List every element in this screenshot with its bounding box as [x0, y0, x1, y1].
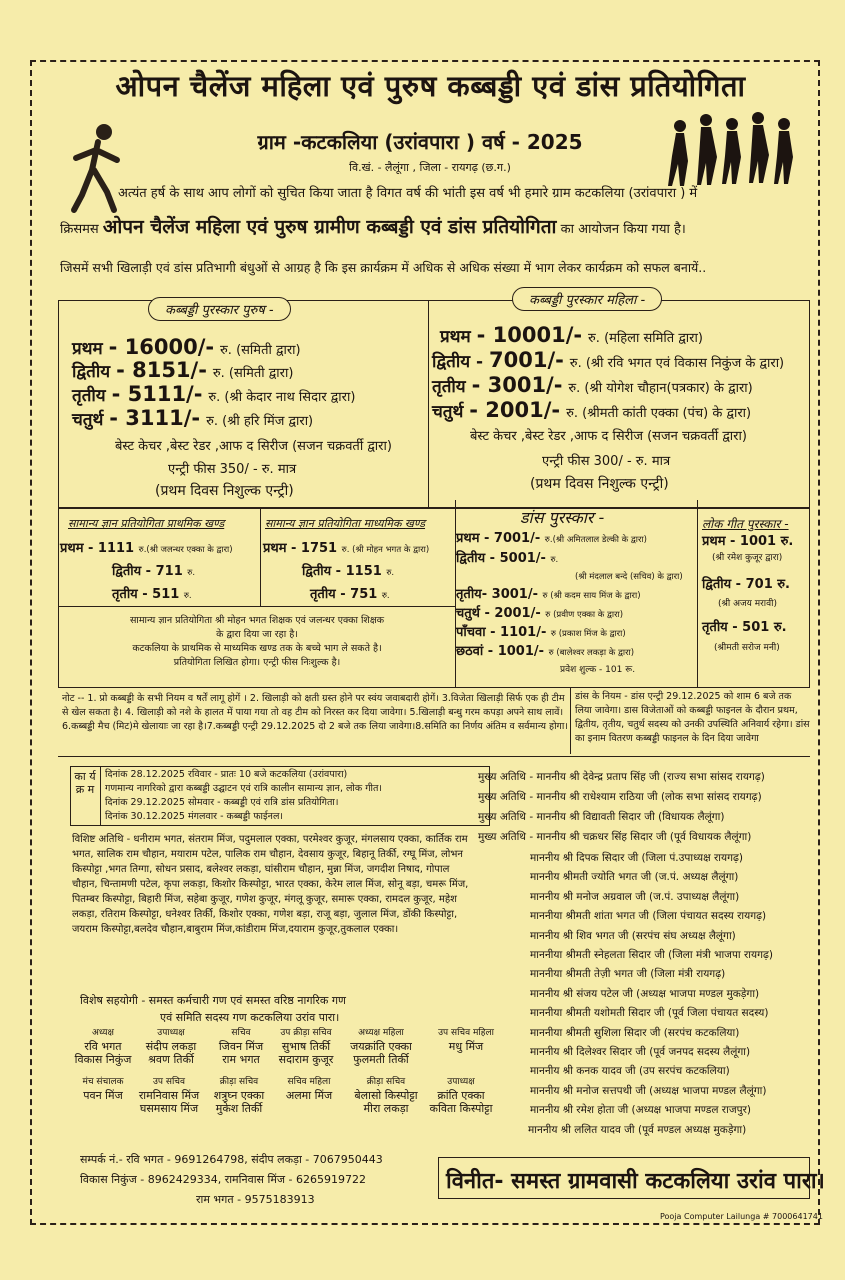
women-extra: बेस्ट केचर ,बेस्ट रेडर ,आफ द सिरीज (सजन चक्रवर्ती द्वारा) — [470, 429, 747, 444]
amount: - 16000/- — [108, 335, 215, 359]
divider — [100, 766, 101, 826]
note: रु. (श्री मोहन भगत के द्वारा) — [341, 545, 430, 555]
rank: प्रथम - 1111 — [60, 541, 135, 556]
chief-guest-1: मुख्य अतिथि - माननीय श्री देवेन्द्र प्रताप सिंह जी (राज्य सभा सांसद रायगढ़) — [478, 771, 765, 783]
schedule-4: दिनांक 30.12.2025 मंगलवार - कब्बड्डी फाईनल। — [105, 811, 283, 822]
folk-row-3: तृतीय - 501 रु. — [702, 620, 787, 635]
dance-row-1 — [456, 528, 647, 546]
rank: तृतीय - 751 — [310, 587, 378, 602]
intro-line-3: जिसमें सभी खिलाड़ी एवं डांस प्रतिभागी बंधुओं से आग्रह है कि इस क्रार्यक्रम में अधिक से अधिक संख्या में भाग लेकर कार्यक्रम को सफल बनायें.. — [60, 260, 707, 275]
gk-middle-row-1 — [263, 538, 429, 556]
supporters-1: विशेष सहयोगी - समस्त कर्मचारी गण एवं समस्त वरिष्ठ नागरिक गण — [80, 994, 346, 1007]
rank: तृतीय — [72, 386, 106, 406]
guest-2: माननीय श्रीमती ज्योति भगत जी (ज.पं. अध्यक्ष लैलूंगा) — [530, 871, 739, 884]
intro-pre: क्रिसमस — [60, 222, 99, 237]
committee-role: सचिव — [231, 1028, 251, 1038]
men-free-entry: (प्रथम दिवस निशुल्क एन्ट्री) — [155, 483, 294, 499]
committee-names: जिवन मिंज राम भगत — [218, 1040, 264, 1066]
folk-head: लोक गीत पुरस्कार - — [702, 517, 789, 531]
committee-role: अध्यक्ष महिला — [358, 1028, 404, 1038]
committee-role: क्रीड़ा सचिव — [219, 1077, 259, 1087]
gk-note-2: के द्वारा दिया जा रहा है। — [216, 629, 298, 640]
gk-note-1: सामान्य ज्ञान प्रतियोगिता श्री मोहन भगत शिक्षक एवं जलन्धर एक्का शिक्षक — [129, 615, 384, 626]
unit: रु. — [386, 568, 395, 578]
men-prize-row-2 — [72, 358, 293, 382]
note: रु. (श्री हरि मिंज द्वारा) — [206, 414, 314, 429]
rank: छठवां - 1001/- — [456, 644, 545, 659]
women-prize-row-2 — [432, 348, 784, 372]
amount: - 10001/- — [476, 323, 583, 347]
committee-role: मंच संचालक — [82, 1077, 124, 1087]
note: रु (बालेश्वर लकड़ा के द्वारा) — [548, 648, 635, 658]
men-prize-label: कब्बड्डी पुरस्कार पुरुष - — [148, 297, 291, 321]
intro-line-1: अत्यंत हर्ष के साथ आप लोगों को सुचित किया जाता है विगत वर्ष की भांती इस वर्ष भी हमारे ग्राम कटकलिया (उरांवपारा ) में — [118, 186, 698, 201]
guest-15: माननीय श्री ललित यादव जी (पूर्व मण्डल अध्यक्ष मुकड़ेगा) — [528, 1123, 747, 1136]
supporters-2: एवं समिति सदस्य गण कटकलिया उरांव पारा। — [160, 1011, 340, 1024]
committee-member — [268, 1076, 350, 1102]
rank: तृतीय - 511 — [112, 587, 180, 602]
folk-row-1-note: (श्री रमेश कुजूर द्वारा) — [712, 553, 783, 563]
committee-member — [265, 1027, 347, 1066]
rank: द्वितीय - 711 — [112, 564, 183, 579]
rank: तृतीय — [432, 377, 466, 397]
committee-role: सचिव महिला — [287, 1077, 331, 1087]
schedule-1: दिनांक 28.12.2025 रविवार - प्रातः 10 बजे कटकलिया (उरांवपारा) — [105, 769, 348, 780]
committee-names: जयक्रांति एक्का फुलमती तिर्की — [350, 1040, 412, 1066]
contact-line-3: राम भगत - 9575183913 — [196, 1193, 315, 1206]
rules-note: नोट -- 1. प्रो कब्बड्डी के सभी नियम व षर्तें लागू होगें । 2. खिलाड़ी को क्षती ग्रस्त होने पर स्वंय जवाबदारी होगें। 3.विजेता खिलाड़ी सिर्फ एक ही टीम से खेल सकता है। 4. खिलाड़ी को नशे के हालत में पाया गया तो वह टीम को निरस्त कर दिया जावेगा। 5.खिलाड़ी बन्धु गरम कपड़ा अपने साथ लावें। 6.कब्बड्डी मैच (मिट)मे खेलायाः जा रहा है।7.कब्बड्डी एन्ट्री 29.12.2025 दो 2 बजे तक लिया जावेगा।8.समिति का निर्णय अंतिम व सर्वमान्य होगा। — [62, 693, 568, 732]
rank: चतुर्थ — [432, 402, 464, 422]
committee-names: संदीप लकड़ा श्रवण तिर्की — [145, 1040, 197, 1066]
schedule-lines — [105, 768, 487, 824]
gk-note-4: प्रतियोगिता लिखित होगा। एन्ट्री फीस निःशुल्क है। — [173, 657, 341, 668]
note: रु (प्रवीण एक्का के द्वारा) — [545, 610, 624, 620]
men-prize-row-3 — [72, 382, 355, 406]
folk-row-1: प्रथम - 1001 रु. — [702, 534, 794, 549]
divider — [260, 508, 261, 606]
divider — [58, 756, 810, 757]
folk-row-3-note: (श्रीमती सरोज मनी) — [714, 643, 780, 653]
committee-names: अलमा मिंज — [285, 1089, 333, 1102]
unit: रु. — [183, 591, 192, 601]
note: रु.(श्री जलन्धर एक्का के द्वारा) — [138, 545, 233, 555]
women-free-entry: (प्रथम दिवस निशुल्क एन्ट्री) — [530, 476, 669, 492]
dance-row-4 — [456, 603, 623, 621]
guest-14: माननीय श्री रमेश होता जी (अध्यक्ष भाजपा मण्डल राजपुर) — [530, 1104, 751, 1117]
women-prize-row-4 — [432, 398, 751, 422]
gk-primary-row-1 — [60, 538, 233, 556]
dancers-logo-icon — [668, 108, 798, 188]
committee-member — [345, 1076, 427, 1115]
folk-row-2-note: (श्री अजय मरावी) — [718, 599, 777, 609]
rank: द्वितीय - — [432, 352, 484, 372]
dance-row-2-note — [575, 568, 683, 583]
guest-6: माननीया श्रीमती स्नेहलता सिदार जी (जिला मंत्री भाजपा रायगढ़) — [530, 949, 774, 961]
folk-row-2: द्वितीय - 701 रु. — [702, 577, 790, 592]
women-prize-row-1 — [440, 323, 703, 347]
dance-row-2 — [456, 548, 558, 566]
print-credit: Pooja Computer Lailunga # 7000641741 — [660, 1212, 823, 1221]
guest-3: माननीय श्री मनोज अग्रवाल जी (ज.पं. उपाध्यक्ष लैलूंगा) — [530, 890, 740, 903]
note: रु. (महिला समिति द्वारा) — [588, 331, 703, 346]
dance-head: डांस पुरस्कार - — [520, 508, 605, 527]
amount: - 3001/- — [471, 373, 563, 397]
women-prize-label: कब्बड्डी पुरस्कार महिला - — [512, 287, 662, 311]
men-prize-row-1 — [72, 335, 301, 359]
guest-4: माननीया श्रीमती शांता भगत जी (जिला पंचायत सदस्य रायगढ़) — [530, 910, 767, 923]
divider — [570, 688, 571, 754]
intro-post: का आयोजन किया गया है। — [560, 222, 686, 237]
special-guests: विशिष्ट अतिथि - धनीराम भगत, संतराम मिंज, पदुमलाल एक्का, परमेश्वर कुजूर, मंगलसाय एक्का, कार्तिक राम भगत, सालिक राम चौहान, मयाराम पटेल, पालिक राम चौहान, देवसाय कुजूर, बिहानू तिर्की, रग्घू मिंज, लोभन किस्पोट्टा ,भगत तिग्गा, सोधन प्रसाद, बलेश्वर लकड़ा, घांसीराम चौहान, मुन्ना मिंज, जगदीश निषाद, गोपाल चौहान, चिन्तामणी पटेल, कृपा लकड़ा, किशोर किस्पोट्टा, भारत एक्का, केरेम लाल मिंज, सोनू बड़ा, चमरू मिंज, पितम्बर किस्पोट्टा, बिहारी मिंज, सहेबा कुजूर, गणेश कुजूर, मंगलू कुजूर, समारू एक्का, रामदल कुजूर, महेश लकड़ा, रतिराम किस्पोट्टा, धनेश्वर तिर्की, किशोर एक्का, गणेश बड़ा, राजू बड़ा, जुलाल मिंज, डोंकी किस्पोट्टा, जयराम किस्पोट्टा,बलदेव चौहान,बाबुराम मिंज,कांडीराम मिंज,दयाराम कुजूर,तुकलाल एक्का। — [72, 834, 469, 935]
rank: प्रथम — [440, 327, 471, 347]
dance-rules: डांस के नियम - डांस एन्ट्री 29.12.2025 को शाम 6 बजे तक लिया जावेगा। डास विजेताओं को कब्बड्डी फाइनल के दौरान प्रथम, द्वितीय, तृतीय, चतुर्थ सदस्य को उनकी उपस्थिति अनिवार्य रहेगा। डांस का इनाम वितरण कब्बड्डी फाइनल के दिन दिया जावेगा — [575, 691, 810, 744]
amount: - 5111/- — [111, 382, 203, 406]
vinit: विनीत- समस्त ग्रामवासी कटकलिया उरांव पारा। — [446, 1169, 825, 1194]
intro-bold: ओपन चैलेंज महिला एवं पुरुष ग्रामीण कब्बड्डी एवं डांस प्रतियोगिता — [102, 216, 557, 238]
chief-guest-2: मुख्य अतिथि - माननीय श्री राधेश्याम राठिया जी (लोक सभा सांसद रायगढ़) — [478, 791, 762, 803]
dance-row-6 — [456, 641, 634, 659]
committee-role: अध्यक्ष — [92, 1028, 114, 1038]
committee-role: उपाध्यक्ष — [447, 1077, 475, 1087]
men-entry-fee: एन्ट्री फीस 350/ - रु. मात्र — [168, 462, 297, 477]
committee-role: उप क्रीड़ा सचिव — [280, 1028, 332, 1038]
note: रु. — [550, 555, 559, 565]
committee-names: रामनिवास मिंज घसमसाय मिंज — [138, 1089, 200, 1115]
divider — [428, 300, 429, 508]
chief-guest-3: मुख्य अतिथि - माननीय श्री विद्यावती सिदार जी (विधायक लैलूंगा) — [478, 811, 725, 823]
note: रु. (समिती द्वारा) — [220, 343, 301, 358]
note: रु. (समिती द्वारा) — [212, 366, 294, 381]
women-entry-fee: एन्ट्री फीस 300/ - रु. मात्र — [542, 454, 671, 469]
page-title: ओपन चैलेंज महिला एवं पुरुष कब्बड्डी एवं डांस प्रतियोगिता — [115, 69, 746, 103]
divider — [58, 606, 455, 607]
rank: प्रथम - 1751 — [263, 541, 338, 556]
note: रु (प्रकाश मिंज के द्वारा) — [550, 629, 626, 639]
committee-member — [340, 1027, 422, 1066]
rank: तृतीय- 3001/- — [456, 587, 538, 602]
note: (श्री मंदलाल बन्दे (सचिव) के द्वारा) — [575, 572, 683, 582]
note: रु. (श्री योगेश चौहान(पत्रकार) के द्वारा) — [568, 381, 753, 396]
contact-line-1: सम्पर्क नं.- रवि भगत - 9691264798, संदीप लकड़ा - 7067950443 — [80, 1153, 383, 1166]
guest-9: माननीया श्रीमती यशोमती सिदार जी (पूर्व जिला पंचायत सदस्य) — [530, 1007, 769, 1020]
gk-middle-head: सामान्य ज्ञान प्रतियोगिता माध्यमिक खण्ड — [265, 517, 426, 530]
committee-names: सुभाष तिर्की सदाराम कुजूर — [278, 1040, 334, 1066]
schedule-2: गणमान्य नागरिको द्वारा कब्बड्डी उद्घाटन एवं रात्रि कालीन सामान्य ज्ञान, लोक गीत। — [105, 783, 383, 794]
committee-names: मधु मिंज — [448, 1040, 484, 1053]
guest-13: माननीय श्री मनोज सत्तपथी जी (अध्यक्ष भाजपा मण्डल लैलूंगा) — [530, 1084, 767, 1097]
schedule-label: का र्य क्र म — [74, 770, 96, 796]
guest-10: माननीया श्रीमती सुशिला सिदार जी (सरपंच कटकलिया) — [530, 1026, 740, 1039]
schedule-3: दिनांक 29.12.2025 सोमवार - कब्बड्डी एवं रात्रि डांस प्रतियोगिता। — [105, 797, 339, 808]
committee-names: रवि भगत विकास निकुंज — [74, 1040, 132, 1066]
guest-8: माननीय श्री संजय पटेल जी (अध्यक्ष भाजपा मण्डल मुकड़ेगा) — [530, 987, 760, 1000]
gk-middle-row-3 — [310, 584, 390, 602]
gk-primary-row-3 — [112, 584, 192, 602]
men-prize-row-4 — [72, 406, 313, 430]
women-prize-row-3 — [432, 373, 753, 397]
gk-middle-row-2 — [302, 561, 394, 579]
committee-role: क्रीड़ा सचिव — [366, 1077, 406, 1087]
unit: रु. — [187, 568, 196, 578]
rank: द्वितीय - 5001/- — [456, 551, 546, 566]
guest-5: माननीय श्री शिव भगत जी (सरपंच संघ अध्यक्ष लैलूंगा) — [530, 929, 736, 942]
note: रु. (श्रीमती कांती एक्का (पंच) के द्वारा) — [566, 406, 752, 421]
committee-names: बेलासो किस्पोट्टा मीरा लकड़ा — [354, 1089, 418, 1115]
committee-role: उपाध्यक्ष — [157, 1028, 185, 1038]
rank: चतुर्थ - 2001/- — [456, 606, 541, 621]
rank: प्रथम — [72, 339, 103, 359]
amount: 7001/- — [489, 348, 564, 372]
dance-row-3 — [456, 584, 641, 602]
committee-role: उप सचिव महिला — [438, 1028, 494, 1038]
district-line: वि.खं. - लैलूंगा , जिला - रायगढ़ (छ.ग.) — [349, 161, 511, 174]
divider — [697, 500, 698, 688]
guest-7: माननीया श्रीमती तेज़ी भगत जी (जिला मंत्री रायगढ़) — [530, 968, 726, 981]
committee-names: पवन मिंज — [83, 1089, 123, 1102]
gk-note — [62, 614, 452, 670]
guest-11: माननीय श्री दिलेश्वर सिदार जी (पूर्व जनपद सदस्य लैलूंगा) — [530, 1046, 751, 1058]
committee-names: क्रांति एक्का कविता किस्पोट्टा — [429, 1089, 493, 1115]
committee-member — [420, 1076, 502, 1115]
rank: द्वितीय - 1151 — [302, 564, 382, 579]
gk-primary-head: सामान्य ज्ञान प्रतियोगिता प्राथमिक खण्ड — [68, 517, 225, 530]
chief-guest-4: मुख्य अतिथि - माननीय श्री चक्रधर सिंह सिदार जी (पूर्व विधायक लैलूंगा) — [478, 831, 752, 843]
guest-1: माननीय श्री दिपक सिदार जी (जिला पं.उपाध्यक्ष रायगढ़) — [530, 852, 743, 864]
guest-12: माननीय श्री कनक यादव जी (उप सरपंच कटकलिया) — [530, 1065, 730, 1078]
gk-primary-row-2 — [112, 561, 195, 579]
note: रु (श्री कदम साय मिंज के द्वारा) — [542, 591, 641, 601]
committee-member — [425, 1027, 507, 1053]
rank: प्रथम - 7001/- — [456, 531, 541, 546]
contact-line-2: विकास निकुंज - 8962429334, रामनिवास मिंज - 6265919722 — [80, 1173, 367, 1186]
note: रु. (श्री रवि भगत एवं विकास निकुंज के द्वारा) — [569, 356, 785, 371]
committee-role: उप सचिव — [152, 1077, 186, 1087]
village-year: ग्राम -कटकलिया (उरांवपारा ) वर्ष - 2025 — [257, 130, 583, 154]
rank: द्वितीय — [72, 362, 111, 382]
amount: - 8151/- — [116, 358, 207, 382]
amount: - 2001/- — [469, 398, 561, 422]
intro-line-2 — [60, 213, 820, 239]
dance-row-5 — [456, 622, 626, 640]
note: रु.(श्री अमितलाल डेल्की के द्वारा) — [544, 535, 647, 545]
rank: पाँचवा - 1101/- — [456, 625, 547, 640]
men-extra: बेस्ट केचर ,बेस्ट रेडर ,आफ द सिरीज (सजन चक्रवर्ती द्वारा) — [115, 439, 392, 454]
committee-names: शत्रुघ्न एक्का मुकेश तिर्की — [213, 1089, 265, 1115]
gk-note-3: कटकलिया के प्राथमिक से माध्यमिक खण्ड तक के बच्चे भाग ले सकते है। — [132, 643, 382, 654]
amount: - 3111/- — [109, 406, 201, 430]
note: रु. (श्री केदार नाथ सिदार द्वारा) — [208, 390, 356, 405]
unit: रु. — [381, 591, 390, 601]
dance-fee: प्रवेश शुल्क - 101 रू. — [560, 665, 636, 675]
rank: चतुर्थ — [72, 410, 104, 430]
